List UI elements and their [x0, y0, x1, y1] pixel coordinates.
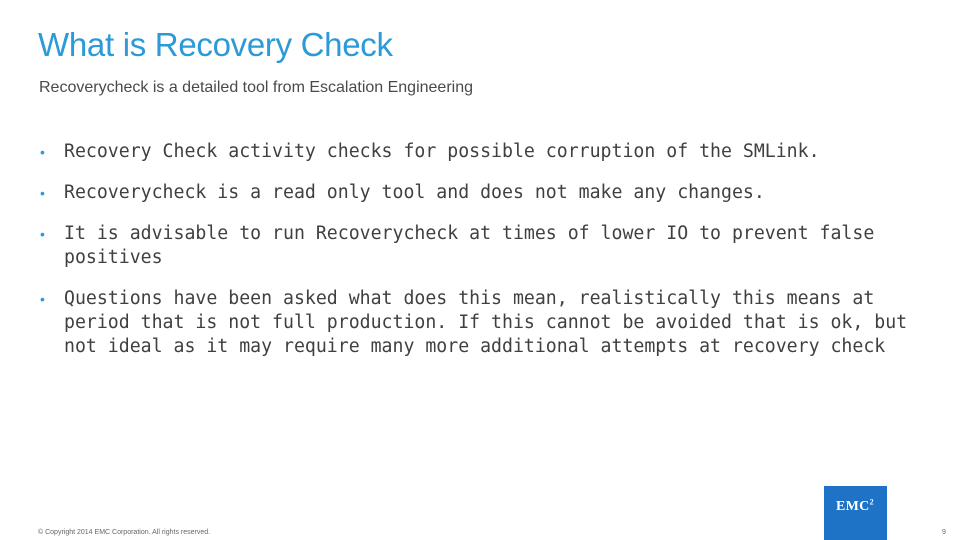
copyright-notice: © Copyright 2014 EMC Corporation. All rights reserved.: [38, 529, 211, 536]
page-number: 9: [942, 529, 946, 536]
bullet-list: [40, 140, 920, 376]
logo-wordmark: EMC: [836, 499, 870, 514]
bullet-item: [40, 222, 920, 270]
logo-text: [836, 499, 874, 515]
bullet-icon: •: [40, 291, 45, 307]
logo-superscript: 2: [869, 497, 874, 507]
emc-logo: [824, 486, 887, 540]
bullet-text: Recoverycheck is a read only tool and does not make any changes.: [64, 182, 765, 203]
bullet-text: Questions have been asked what does this mean, realistically this means at period that is not full production. If this cannot be avoided that is ok, but not ideal as it may require many more additional attempts at recovery check: [64, 288, 908, 357]
bullet-item: [40, 181, 920, 205]
slide-title: What is Recovery Check: [38, 26, 393, 63]
bullet-icon: •: [40, 226, 45, 242]
bullet-item: [40, 287, 920, 359]
bullet-item: [40, 140, 920, 164]
slide-subtitle: Recoverycheck is a detailed tool from Escalation Engineering: [39, 79, 474, 96]
bullet-icon: •: [40, 185, 45, 201]
bullet-text: Recovery Check activity checks for possible corruption of the SMLink.: [64, 141, 820, 162]
bullet-icon: •: [40, 144, 45, 160]
bullet-text: It is advisable to run Recoverycheck at times of lower IO to prevent false positives: [64, 223, 875, 268]
